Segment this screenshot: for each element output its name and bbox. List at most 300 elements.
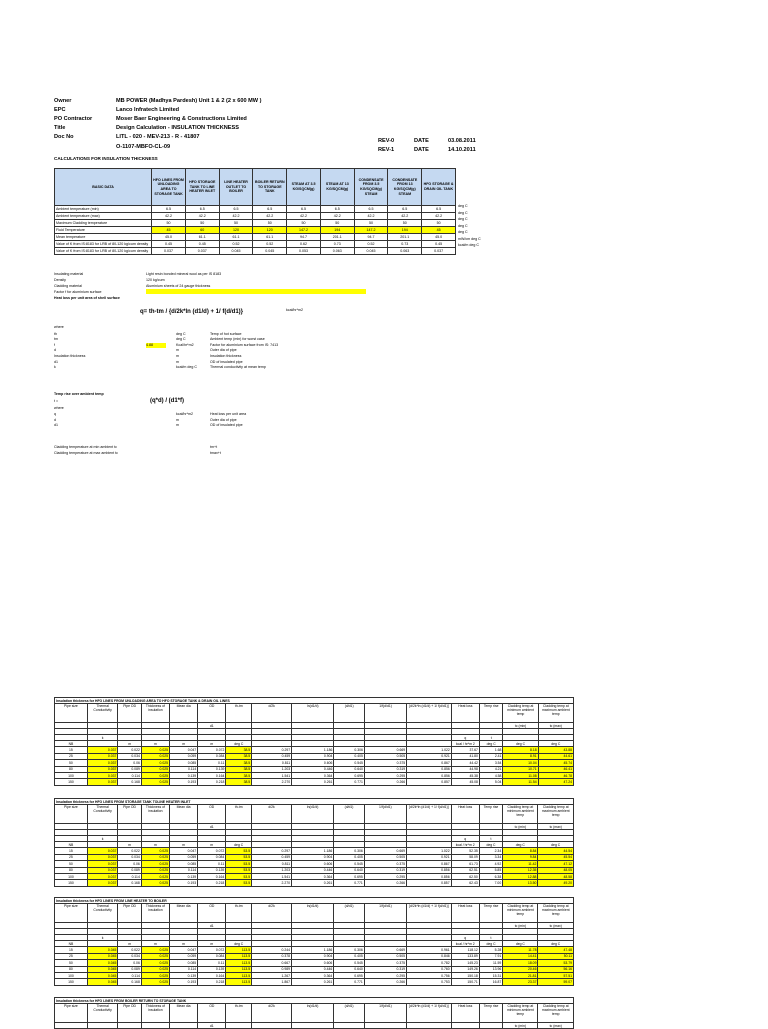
table-cell: 25	[55, 753, 88, 759]
column-header: Cladding temp at minimum ambient temp	[503, 1004, 538, 1023]
revision-date-label: DATE	[414, 147, 429, 153]
header-value: Design Calculation - INSULATION THICKNESS	[116, 125, 239, 131]
row-label: Fluid Temperature	[55, 227, 152, 234]
row-unit: deg C	[458, 210, 468, 215]
table-cell: 48.05	[538, 867, 574, 873]
table-cell: 0.405	[334, 854, 365, 860]
table-cell: 0.375	[364, 960, 406, 966]
column-unit: m	[141, 842, 169, 848]
temp-rise-t-label: t =	[54, 399, 59, 403]
table-cell: 4.58	[479, 772, 502, 778]
table-cell: 0.047	[170, 747, 198, 753]
table-cell: 113.5	[226, 947, 252, 953]
table-cell: 0.606	[292, 960, 334, 966]
symbol: th	[54, 331, 57, 336]
symbol-desc: Ambient temp (min) for worst case	[210, 337, 265, 342]
column-unit: m	[118, 941, 141, 947]
column-header: 1/f(d/d1)	[364, 704, 406, 723]
table-cell: 0.089	[118, 867, 141, 873]
symbol-unit: deg C	[176, 331, 186, 336]
basic-data-row	[55, 248, 456, 255]
table-cell: 44.54	[538, 848, 574, 854]
column-header: Pipe OD	[118, 704, 141, 723]
table-cell: 0.266	[364, 979, 406, 985]
column-header: 1/f(d/d1)	[364, 1004, 406, 1023]
table-cell: 118.12	[451, 947, 479, 953]
table-cell: 0.811	[252, 861, 292, 867]
table-cell: 0.306	[334, 947, 365, 953]
table-row	[55, 880, 574, 886]
data-cell: 45	[422, 227, 456, 234]
data-cell: 42.2	[354, 213, 388, 220]
table-cell: 45.38	[451, 772, 479, 778]
table-cell: 58.09	[451, 854, 479, 860]
table-cell: 12.35	[503, 867, 538, 873]
symbol-unit: m	[176, 354, 179, 358]
column-unit: kcal / hr*m 2	[451, 741, 479, 747]
column-header: Heat loss	[451, 805, 479, 824]
table-cell: 1.022	[407, 747, 452, 753]
table-cell: 0.867	[407, 861, 452, 867]
data-cell: 42.2	[152, 213, 186, 220]
table-cell: 0.193	[170, 979, 198, 985]
data-cell: 6.5	[253, 206, 287, 213]
table-cell: 11.08	[503, 772, 538, 778]
cladding-label: Cladding temperature at min ambient tc	[54, 445, 117, 449]
data-cell: 0.037	[185, 248, 219, 255]
table-cell: 0.037	[87, 867, 118, 873]
table-cell: 0.084	[198, 854, 226, 860]
column-header: Cladding temp at minimum ambient temp	[503, 904, 538, 923]
table-cell: 0.114	[170, 966, 198, 972]
property-value: Aluminium sheets of 24 gauge thickness	[146, 284, 211, 288]
table-cell: 0.139	[198, 867, 226, 873]
table-cell: 80	[55, 766, 88, 772]
table-cell: 0.139	[169, 873, 197, 879]
table-cell: 0.857	[407, 779, 452, 785]
table-cell: 0.022	[118, 848, 141, 854]
table-cell: 0.168	[118, 979, 141, 985]
symbol-unit: m	[176, 417, 179, 422]
data-cell: 0.52	[354, 241, 388, 248]
table-cell: 2.270	[252, 880, 292, 886]
column-header: STEAM AT 3.5 KG/SQCM(g)	[287, 169, 321, 206]
column-header: Cladding temp at maximum ambient temp	[538, 704, 573, 723]
table-cell: 0.114	[118, 772, 141, 778]
column-header: Thickness of insulation	[141, 805, 169, 824]
table-cell: 0.446	[292, 966, 334, 972]
where-title: where	[54, 325, 64, 329]
table-cell: 0.378	[252, 953, 292, 959]
symbol: tm	[54, 337, 58, 342]
table-cell: 0.084	[198, 753, 226, 759]
row-unit: deg C	[458, 204, 468, 208]
material-properties	[54, 271, 374, 303]
column-sub: tc (min)	[503, 824, 538, 830]
table-cell: 0.034	[118, 753, 141, 759]
table-cell: 53.5	[226, 861, 252, 867]
symbol: d1	[54, 423, 58, 428]
data-cell: 147.2	[354, 227, 388, 234]
table-cell: 0.756	[407, 972, 452, 978]
column-symbol: t	[479, 935, 502, 941]
symbol-desc: Temp of hot surface	[210, 331, 242, 336]
column-header: OD	[198, 704, 226, 723]
header-label: EPC	[54, 107, 66, 113]
column-unit: deg C	[503, 741, 538, 747]
table-cell: 41.80	[451, 753, 479, 759]
table-cell: 0.771	[334, 779, 365, 785]
table-cell: 0.025	[141, 979, 169, 985]
header-label: Title	[54, 125, 66, 131]
column-unit: kcal / hr*m 2	[451, 941, 479, 947]
table-cell: 52.35	[451, 848, 479, 854]
cladding-value: tm+t	[210, 445, 218, 449]
column-header: Temp rise	[479, 1004, 502, 1023]
table-cell: 15.31	[479, 972, 502, 978]
heat-loss-formula: q= th-tm / {d/2k*ln (d1/d) + 1/ f(d/d1)}	[140, 309, 244, 315]
table-cell: 0.114	[118, 972, 141, 978]
table-cell: 113.5	[226, 953, 252, 959]
table-cell: 0.811	[252, 760, 292, 766]
table-cell: 13.96	[479, 966, 502, 972]
table-cell: 38.5	[226, 779, 252, 785]
table-cell: 0.025	[141, 873, 169, 879]
table-cell: 7.91	[479, 953, 502, 959]
table-cell: 14.41	[503, 953, 538, 959]
insulation-table	[54, 798, 574, 887]
table-cell: 0.782	[407, 960, 452, 966]
table-cell: 45.74	[538, 760, 573, 766]
table-header-row	[55, 805, 574, 824]
data-cell: 0.45	[422, 241, 456, 248]
data-cell: 147.2	[287, 227, 321, 234]
table-cell: 38.5	[226, 753, 252, 759]
temp-rise-title: Temp rise over ambient temp	[54, 392, 104, 396]
table-cell: 0.904	[292, 953, 334, 959]
table-cell: 0.06	[118, 960, 141, 966]
table-cell: 0.459	[252, 854, 292, 860]
basic-data-row	[55, 206, 456, 213]
table-cell: 2.270	[252, 779, 292, 785]
table-cell: 0.545	[334, 960, 365, 966]
column-sub: tc (max)	[538, 824, 574, 830]
column-header: (d/d1)	[334, 704, 365, 723]
table-cell: 0.640	[334, 966, 365, 972]
table-cell: 0.045	[87, 966, 118, 972]
table-cell: 11.42	[503, 861, 538, 867]
column-header: Heat loss	[451, 704, 479, 723]
column-sub: d1	[198, 1023, 226, 1029]
table-cell: 0.085	[170, 960, 198, 966]
table-cell: 0.669	[364, 848, 406, 854]
column-header: ln(d1/d)	[292, 704, 334, 723]
symbol: q	[54, 412, 56, 416]
table-cell: 0.025	[141, 960, 169, 966]
where-block	[54, 325, 354, 385]
table-cell: 0.085	[169, 861, 197, 867]
table-cell: 100	[55, 772, 88, 778]
table-cell: 53.5	[226, 848, 252, 854]
table-cell: 0.266	[364, 779, 406, 785]
data-cell: 0.053	[287, 248, 321, 255]
table-cell: 0.037	[87, 848, 118, 854]
column-unit: deg C	[538, 842, 574, 848]
row-label: Ambient temperature (max)	[55, 213, 152, 220]
column-header: Mean dia	[170, 1004, 198, 1023]
symbol-desc: Thermal conductivity at mean temp	[210, 365, 266, 370]
table-cell: 0.266	[364, 880, 406, 886]
table-cell: 0.856	[407, 867, 452, 873]
column-header: STEAM AT 13 KG/SQCM(g)	[320, 169, 354, 206]
table-cell: 149.26	[451, 966, 479, 972]
data-cell: 61.1	[185, 234, 219, 241]
where-row	[54, 365, 354, 371]
document-header	[54, 97, 384, 153]
table-cell: 0.164	[198, 772, 226, 778]
table-cell: 1.541	[252, 873, 292, 879]
table-cell: 20.46	[503, 966, 538, 972]
table-cell: 113.5	[226, 979, 252, 985]
table-cell: 38.5	[226, 760, 252, 766]
table-cell: 0.856	[407, 873, 452, 879]
column-header: HFO LINES FROM UNLOADING AREA TO STORAGE TANK	[152, 169, 186, 206]
revision-code: REV-1	[378, 147, 395, 153]
table-cell: 0.025	[141, 779, 169, 785]
data-cell: 120	[253, 227, 287, 234]
data-cell: 50	[287, 220, 321, 227]
column-sub: tc (min)	[503, 1023, 538, 1029]
table-cell: 50	[55, 960, 88, 966]
table-cell: 1.022	[407, 848, 452, 854]
table-cell: 0.921	[407, 854, 452, 860]
table-cell: 15	[55, 848, 88, 854]
column-header: 1/f(d/d1)	[364, 904, 406, 923]
table-cell: 0.025	[141, 747, 169, 753]
column-unit: deg C	[503, 941, 538, 947]
table-cell: 150	[55, 979, 88, 985]
table-cell: 0.164	[198, 873, 226, 879]
data-cell: 0.045	[354, 248, 388, 255]
table-cell: 150	[55, 880, 88, 886]
table-cell: 0.139	[170, 972, 198, 978]
table-cell: 0.114	[169, 867, 197, 873]
column-header: Cladding temp at maximum ambient temp	[538, 1004, 574, 1023]
table-cell: 11.78	[503, 947, 538, 953]
table-cell: 10.71	[503, 766, 538, 772]
insulation-table	[54, 997, 574, 1029]
column-header: th-tm	[226, 904, 252, 923]
table-cell: 0.989	[252, 966, 292, 972]
table-cell: 7.00	[479, 880, 502, 886]
data-cell: 42.2	[185, 213, 219, 220]
table-cell: 47.12	[538, 861, 574, 867]
table-cell: 100	[55, 972, 88, 978]
table-cell: 48.58	[538, 873, 574, 879]
table-cell: 0.375	[364, 760, 406, 766]
cladding-row	[54, 451, 354, 457]
column-unit: deg C	[226, 842, 252, 848]
table-cell: 0.606	[292, 861, 334, 867]
column-unit: m	[198, 842, 226, 848]
table-cell: 3.34	[479, 854, 502, 860]
basic-data-row	[55, 213, 456, 220]
column-header: ln(d1/d)	[292, 1004, 334, 1023]
table-cell: 47.24	[538, 779, 573, 785]
table-cell: 50	[55, 760, 88, 766]
table-cell: 0.045	[87, 979, 118, 985]
symbol-unit: Kcal/hr*m2	[176, 342, 194, 347]
table-row	[55, 979, 574, 985]
table-cell: 0.760	[407, 966, 452, 972]
basic-data-header-row	[55, 169, 456, 206]
symbol-desc: Heat loss per unit area	[210, 412, 247, 416]
table-cell: 8.91	[503, 753, 538, 759]
data-cell: 120	[219, 227, 253, 234]
column-symbol: k	[87, 935, 118, 941]
table-cell: 0.364	[292, 873, 334, 879]
table-cell: 53.5	[226, 873, 252, 879]
column-header: Thickness of insulation	[141, 704, 169, 723]
table-cell: 0.667	[252, 960, 292, 966]
table-cell: 0.218	[198, 979, 226, 985]
table-cell: 0.085	[170, 760, 198, 766]
column-unit: m	[141, 741, 169, 747]
row-unit: kcal/m deg C	[458, 243, 479, 247]
table-title: Insulation thickness for HFO LINES FROM STORAGE TANK TOLINE HEATER INLET	[55, 799, 574, 805]
table-cell: 0.319	[364, 966, 406, 972]
table-cell: 4.21	[479, 766, 502, 772]
table-cell: 0.856	[407, 766, 452, 772]
column-header: [d/2k*ln (d1/d) + 1/ f(d/d1)]	[407, 704, 452, 723]
table-cell: 15	[55, 947, 88, 953]
data-cell: 0.52	[219, 241, 253, 248]
table-cell: 11.59	[479, 960, 502, 966]
table-cell: 0.459	[252, 753, 292, 759]
revision-date: 03.08.2011	[448, 138, 476, 144]
property-key: Heat loss per unit area of shell surface	[54, 296, 120, 300]
data-cell: 60	[185, 227, 219, 234]
table-cell: 0.669	[364, 947, 406, 953]
table-cell: 62.43	[451, 880, 479, 886]
table-cell: 0.114	[170, 766, 198, 772]
column-header: LINE HEATER OUTLET TO BOILER	[219, 169, 253, 206]
table-cell: 1.203	[252, 867, 292, 873]
table-cell: 0.022	[118, 947, 141, 953]
table-cell: 0.218	[198, 779, 226, 785]
column-symbol: q	[451, 935, 479, 941]
table-cell: 18.09	[503, 960, 538, 966]
symbol-desc: OD of insulated pipe	[210, 423, 243, 428]
table-cell: 50.11	[538, 953, 574, 959]
data-cell: 0.063	[388, 248, 422, 255]
section-title: CALCULATIONS FOR INSULATION THICKNESS	[54, 156, 158, 161]
table-cell: 0.771	[334, 880, 365, 886]
table-cell: 133.89	[451, 953, 479, 959]
table-cell: 8.18	[503, 747, 538, 753]
symbol: f	[54, 342, 55, 347]
column-sub: tc (max)	[538, 923, 574, 929]
table-cell: 45.08	[451, 779, 479, 785]
data-cell: 45.0	[422, 234, 456, 241]
table-cell: 0.505	[364, 953, 406, 959]
table-cell: 0.606	[292, 760, 334, 766]
row-label: Value of K from IS:8183 for LRB of 80-120 kg/cum density	[55, 248, 152, 255]
basic-data-units	[456, 204, 516, 274]
revision-code: REV-0	[378, 138, 395, 144]
table-cell: 0.037	[87, 854, 118, 860]
property-key: Density	[54, 278, 66, 282]
symbol: d	[54, 417, 56, 422]
table-cell: 0.025	[141, 753, 169, 759]
table-cell: 0.045	[87, 972, 118, 978]
table-cell: 145.23	[451, 960, 479, 966]
header-value: LITL - 020 - MEV-213 - R - 41807	[116, 134, 200, 140]
table-cell: 0.695	[334, 972, 365, 978]
table-title: Insulation thickness for HFO LINES FROM BOILER RETURN TO STORAGE TANK	[55, 998, 574, 1004]
table-cell: 0.961	[407, 947, 452, 953]
symbol-unit: deg C	[176, 337, 186, 342]
table-cell: 80	[55, 867, 88, 873]
column-symbol: q	[451, 836, 479, 842]
table-cell: 0.11	[198, 861, 226, 867]
temp-rise-formula: (q*d) / (d1*f)	[150, 398, 184, 404]
column-header: Pipe size	[55, 704, 88, 723]
row-label: Ambient temperature (min)	[55, 206, 152, 213]
table-cell: 1.68	[479, 747, 502, 753]
data-cell: 0.045	[219, 248, 253, 255]
column-header: [d/2k*ln (d1/d) + 1/ f(d/d1)]	[407, 805, 452, 824]
table-cell: 6.38	[479, 873, 502, 879]
symbol-desc: Insulation thickness	[210, 354, 242, 358]
table-cell: 2.41	[479, 753, 502, 759]
column-header: Thermal Conductivity	[87, 904, 118, 923]
revision-block	[378, 138, 498, 158]
column-sub: d1	[198, 824, 226, 830]
table-cell: 44.98	[451, 766, 479, 772]
column-header: th-tm	[226, 805, 252, 824]
table-cell: 150.18	[451, 972, 479, 978]
symbol-desc: Factor for aluminium surface from IS: 7413	[210, 342, 279, 347]
property-value: Light resin bonded mineral wool as per IS 8183	[146, 272, 222, 276]
table-cell: 0.037	[87, 760, 118, 766]
data-cell: 201.1	[320, 234, 354, 241]
data-cell: 50	[185, 220, 219, 227]
header-value: Moser Baer Engineering & Constructions Limited	[116, 116, 247, 122]
insulation-table	[54, 697, 574, 786]
table-cell: 38.5	[226, 747, 252, 753]
table-cell: 4.92	[479, 861, 502, 867]
column-unit: m	[118, 842, 141, 848]
column-unit: deg C	[503, 842, 538, 848]
table-cell: 46.78	[538, 772, 573, 778]
table-cell: 5.04	[479, 779, 502, 785]
table-cell: 113.5	[226, 966, 252, 972]
column-sub: tc (min)	[503, 923, 538, 929]
header-label: Doc No	[54, 134, 74, 140]
data-cell: 6.5	[219, 206, 253, 213]
table-cell: 0.405	[334, 753, 365, 759]
column-symbol: k	[87, 735, 118, 741]
column-header: d/2k	[252, 904, 292, 923]
data-cell: 6.5	[388, 206, 422, 213]
table-cell: 16.87	[479, 979, 502, 985]
column-unit: deg C	[479, 842, 502, 848]
column-header: Mean dia	[169, 805, 197, 824]
table-cell: 15	[55, 747, 88, 753]
table-cell: 0.037	[87, 861, 118, 867]
table-cell: 0.297	[252, 848, 292, 854]
